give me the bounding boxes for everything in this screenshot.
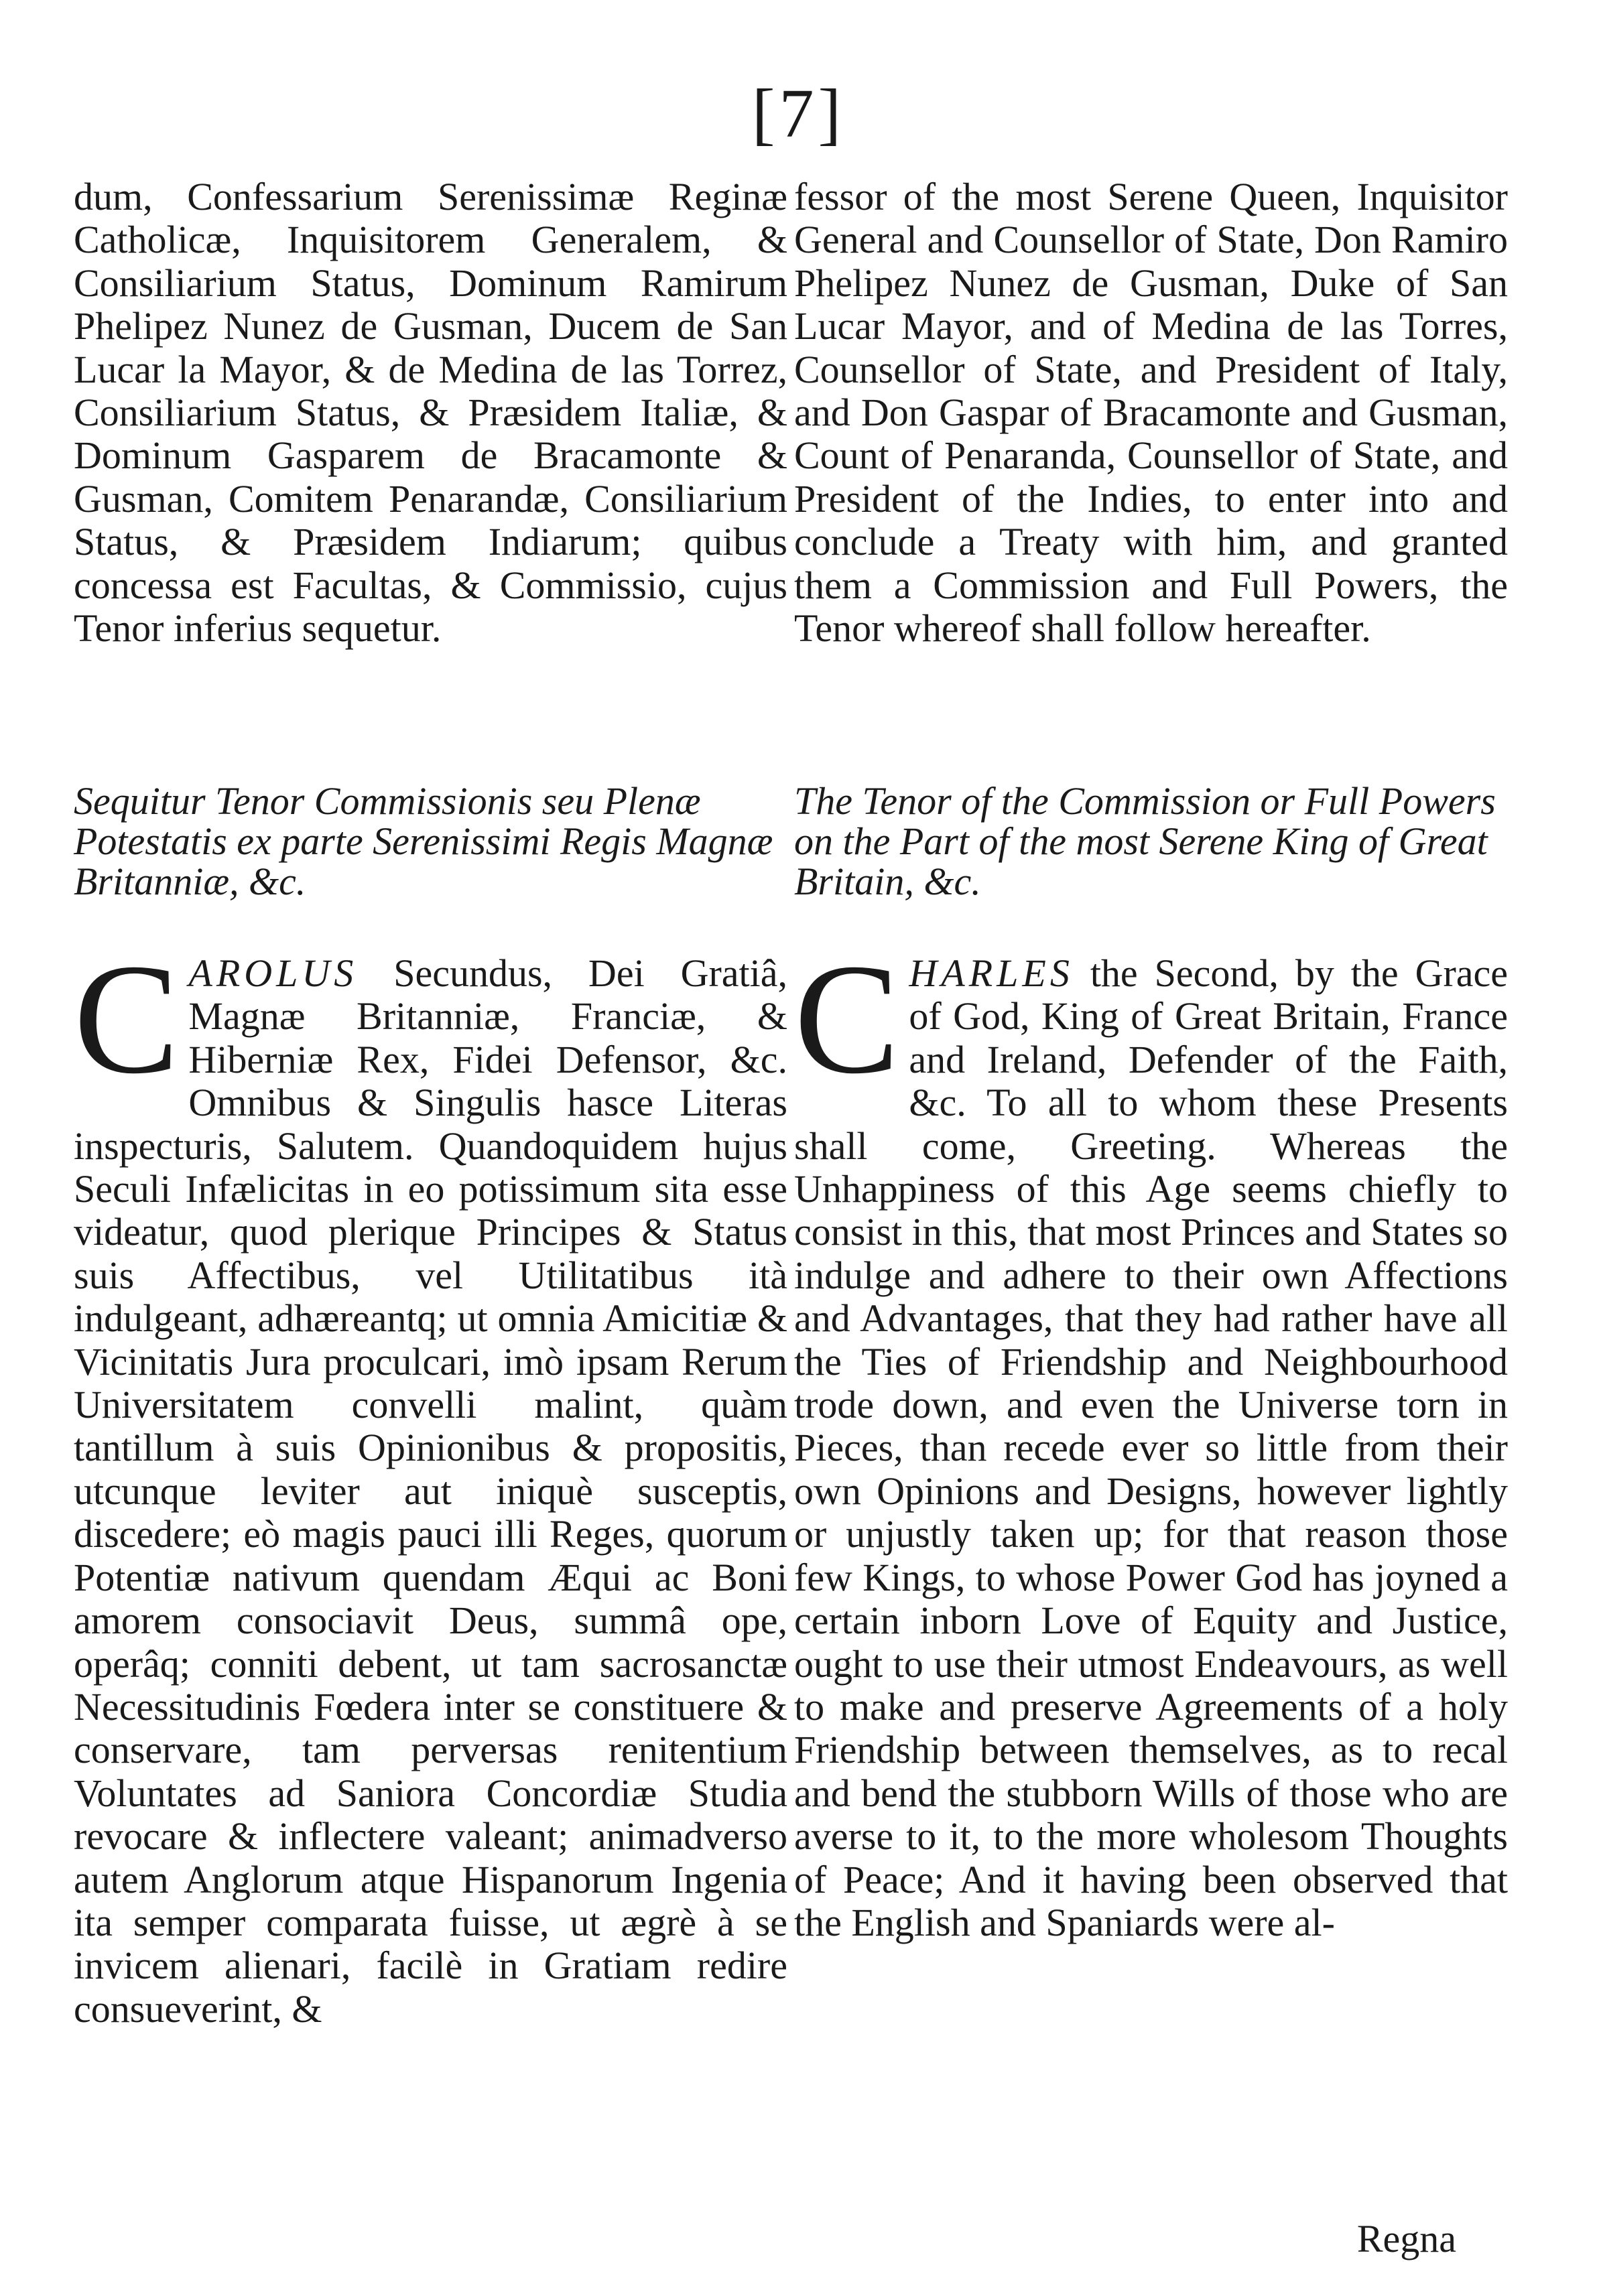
latin-paragraph-1: dum, Confessarium Serenissimæ Reginæ Catholicæ, Inquisitorem Generalem, & Consiliarium Status, Dominum Ramirum Phelipez Nunez de Gusman, Ducem de San Lucar la Mayor, & de Medina de las Torrez, Consiliarium Status, & Præsidem Italiæ, & Dominum Gasparem de Bracamonte & Gusman, Comitem Penarandæ, Consiliarium Status, & Præsidem Indiarum; quibus concessa est Facultas, & Commissio, cujus Tenor inferius sequetur. xyxy=(74,175,787,651)
latin-body: Secundus, Dei Gratiâ, Magnæ Britanniæ, Franciæ, & Hiberniæ Rex, Fidei Defensor, &c. Omnibus & Singulis hasce Literas inspecturis, Salutem. Quandoquidem hujus Seculi Infælicitas in eo potissimum sita esse videatur, quod plerique Principes & Status suis Affectibus, vel Utilitatibus ità indulgeant, adhæreantq; ut omnia Amicitiæ & Vicinitatis Jura proculcari, imò ipsam Rerum Universitatem convelli malint, quàm tantillum à suis Opinionibus & propositis, utcunque leviter aut iniquè susceptis, discedere; eò magis pauci illi Reges, quorum Potentiæ nativum quendam Æqui ac Boni amorem consociavit Deus, summâ ope, operâq; conniti debent, ut tam sacrosanctæ Necessitudinis Fœdera inter se constituere & conservare, tam perversas renitentium Voluntates ad Saniora Concordiæ Studia revocare & inflectere valeant; animadverso autem Anglorum atque Hispanorum Ingenia ita semper comparata fuisse, ut ægrè à se invicem alienari, facilè in Gratiam redire consueverint, & xyxy=(74,951,787,2031)
english-paragraph-1: fessor of the most Serene Queen, Inquisitor General and Counsellor of State, Don Ramiro Phelipez Nunez de Gusman, Duke of San Lucar Mayor, and of Medina de las Torres, Counsellor of State, and President of Italy, and Don Gaspar of Bracamonte and Gusman, Count of Penaranda, Counsellor of State, and President of the Indies, to enter into and conclude a Treaty with him, and granted them a Commission and Full Powers, the Tenor whereof shall follow hereafter. xyxy=(794,175,1508,651)
latin-drop-cap: C xyxy=(74,932,180,1107)
catchword: Regna xyxy=(1356,2217,1456,2260)
latin-opening-word: AROLUS xyxy=(188,951,358,995)
latin-body-block xyxy=(74,932,787,2031)
english-drop-cap: C xyxy=(794,932,900,1107)
latin-commission-heading: Sequitur Tenor Commissionis seu Plenæ Potestatis ex parte Serenissimi Regis Magnæ Britanniæ, &c. xyxy=(74,779,773,903)
english-commission-heading: The Tenor of the Commission or Full Powers on the Part of the most Serene King of Great Britain, &c. xyxy=(794,779,1496,903)
latin-heading-block xyxy=(74,781,787,902)
english-body-block xyxy=(794,932,1509,1944)
english-commission-text xyxy=(794,932,1509,1944)
page-number: [7] xyxy=(751,75,846,152)
latin-commission-text xyxy=(74,932,787,2031)
english-body: the Second, by the Grace of God, King of Great Britain, France and Ireland, Defender of the Faith, &c. To all to whom these Presents shall come, Greeting. Whereas the Unhappiness of this Age seems chiefly to consist in this, that most Princes and States so indulge and adhere to their own Affections and Advantages, that they had rather have all the Ties of Friendship and Neighbourhood trode down, and even the Universe torn in Pieces, than recede ever so little from their own Opinions and Designs, however lightly or unjustly taken up; for that reason those few Kings, to whose Power God has joyned a certain inborn Love of Equity and Justice, ought to use their utmost Endeavours, as well to make and preserve Agreements of a holy Friendship between themselves, as to recal and bend the stubborn Wills of those who are averse to it, to the more wholesom Thoughts of Peace; And it having been observed that the English and Spaniards were al- xyxy=(794,951,1509,1944)
english-column-top xyxy=(794,176,1508,650)
english-opening-word: HARLES xyxy=(909,951,1074,995)
english-heading-block xyxy=(794,781,1508,902)
latin-column-top xyxy=(74,176,787,650)
